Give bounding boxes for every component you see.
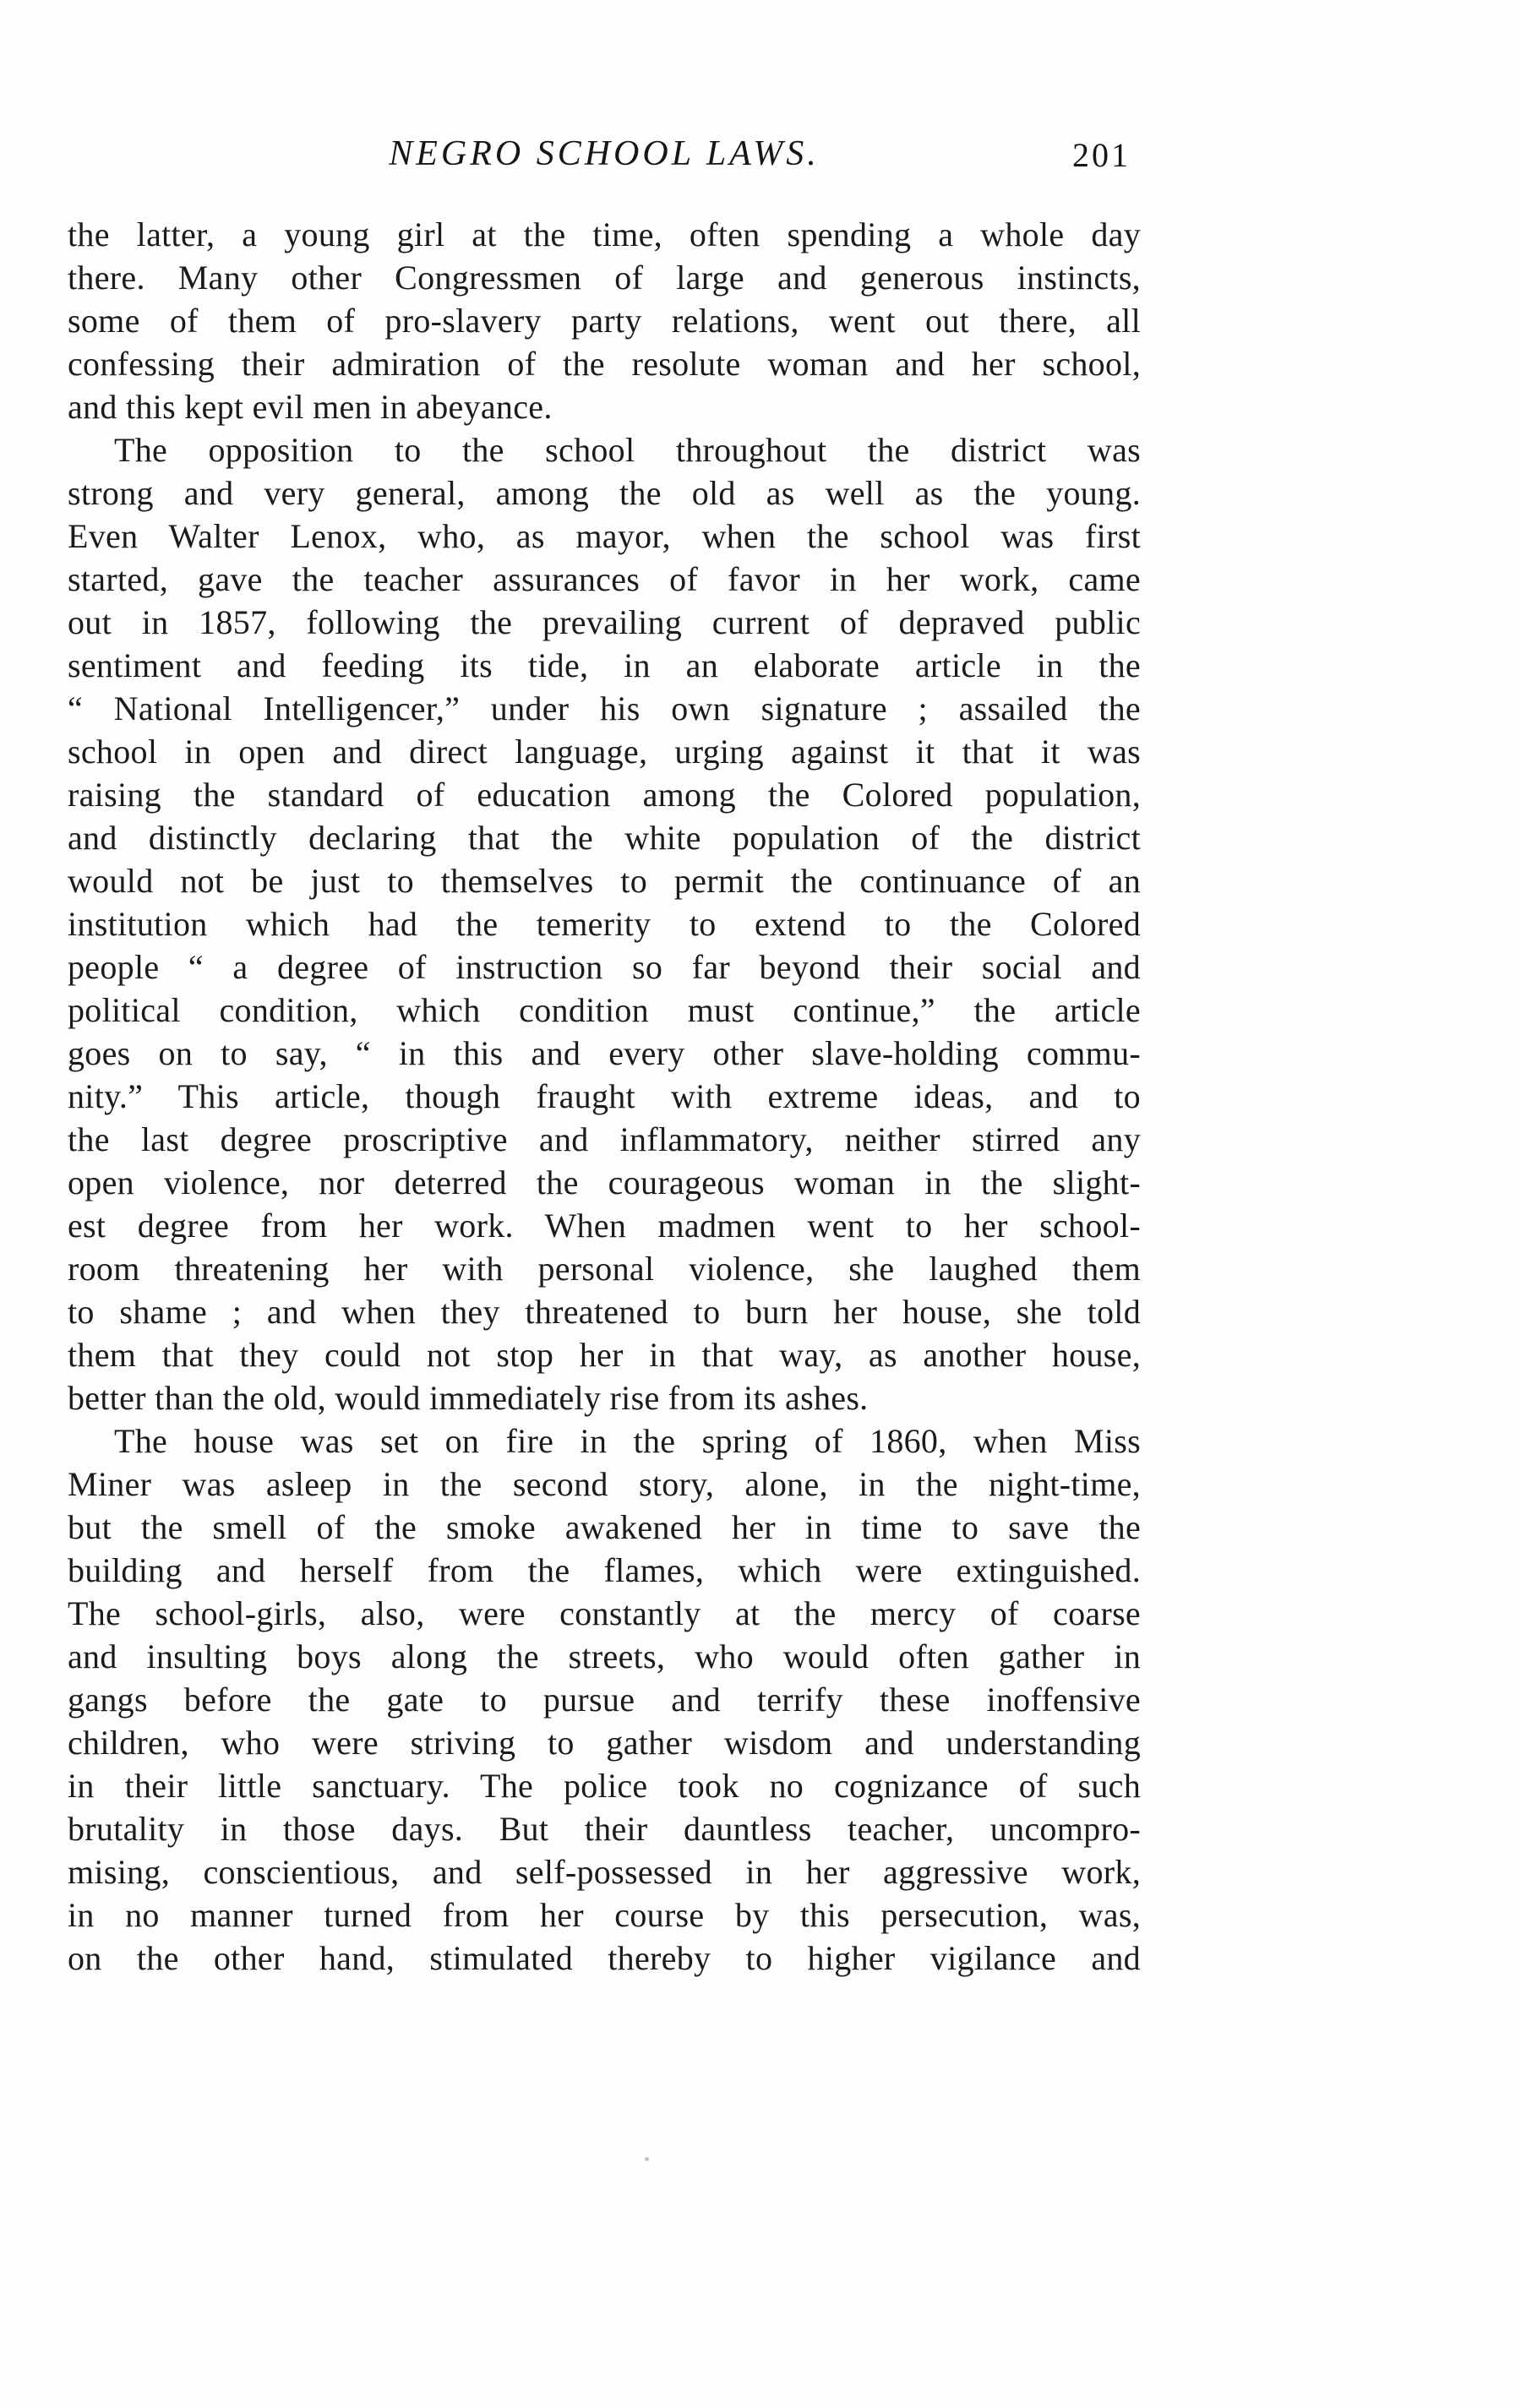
text-line: and distinctly declaring that the white population of the district: [68, 819, 1141, 857]
text-line: and insulting boys along the streets, who would often gather in: [68, 1637, 1141, 1675]
text-line: sentiment and feeding its tide, in an elaborate article in the: [68, 646, 1141, 684]
text-line: goes on to say, “ in this and every other slave-holding commu-: [68, 1034, 1141, 1072]
text-line: there. Many other Congressmen of large and generous instincts,: [68, 259, 1141, 297]
text-line: in their little sanctuary. The police took no cognizance of such: [68, 1767, 1141, 1805]
text-line: The opposition to the school throughout the district was: [114, 431, 1141, 469]
page-number: 201: [1072, 136, 1131, 174]
text-block: [68, 213, 1141, 1980]
text-line: confessing their admiration of the resolute woman and her school,: [68, 345, 1141, 383]
text-line: people “ a degree of instruction so far beyond their social and: [68, 948, 1141, 986]
text-line: mising, conscientious, and self-possessed in her aggressive work,: [68, 1853, 1141, 1891]
text-line: in no manner turned from her course by this persecution, was,: [68, 1896, 1141, 1934]
text-line: building and herself from the flames, which were extinguished.: [68, 1551, 1141, 1589]
text-line: Miner was asleep in the second story, alone, in the night-time,: [68, 1465, 1141, 1503]
text-line: them that they could not stop her in that way, as another house,: [68, 1336, 1141, 1374]
page-title: NEGRO SCHOOL LAWS.: [389, 134, 820, 173]
text-line: the last degree proscriptive and inflammatory, neither stirred any: [68, 1120, 1141, 1158]
text-line: raising the standard of education among the Colored population,: [68, 776, 1141, 814]
text-line: open violence, nor deterred the courageous woman in the slight-: [68, 1163, 1141, 1201]
text-line: room threatening her with personal violence, she laughed them: [68, 1250, 1141, 1288]
ink-speck: [645, 2157, 649, 2161]
text-line: better than the old, would immediately rise from its ashes.: [68, 1379, 869, 1417]
text-line: on the other hand, stimulated thereby to higher vigilance and: [68, 1939, 1141, 1977]
text-line: to shame ; and when they threatened to burn her house, she told: [68, 1293, 1141, 1331]
text-line: and this kept evil men in abeyance.: [68, 388, 553, 426]
running-header: [68, 133, 1141, 184]
text-line: est degree from her work. When madmen went to her school-: [68, 1207, 1141, 1245]
text-line: the latter, a young girl at the time, often spending a whole day: [68, 215, 1141, 253]
text-line: gangs before the gate to pursue and terrify these inoffensive: [68, 1681, 1141, 1719]
text-line: strong and very general, among the old as well as the young.: [68, 474, 1141, 512]
text-line: out in 1857, following the prevailing current of depraved public: [68, 603, 1141, 641]
text-line: The school-girls, also, were constantly at the mercy of coarse: [68, 1594, 1141, 1632]
text-line: children, who were striving to gather wisdom and understanding: [68, 1724, 1141, 1762]
text-line: political condition, which condition must continue,” the article: [68, 991, 1141, 1029]
text-line: nity.” This article, though fraught with extreme ideas, and to: [68, 1077, 1141, 1115]
text-line: but the smell of the smoke awakened her in time to save the: [68, 1508, 1141, 1546]
text-line: The house was set on fire in the spring of 1860, when Miss: [114, 1422, 1141, 1460]
text-line: school in open and direct language, urging against it that it was: [68, 733, 1141, 771]
text-line: some of them of pro-slavery party relations, went out there, all: [68, 302, 1141, 340]
text-line: institution which had the temerity to extend to the Colored: [68, 905, 1141, 943]
text-line: brutality in those days. But their dauntless teacher, uncompro-: [68, 1810, 1141, 1848]
text-line: Even Walter Lenox, who, as mayor, when the school was first: [68, 517, 1141, 555]
text-line: would not be just to themselves to permit the continuance of an: [68, 862, 1141, 900]
text-line: started, gave the teacher assurances of favor in her work, came: [68, 560, 1141, 598]
text-line: “ National Intelligencer,” under his own signature ; assailed the: [68, 689, 1141, 727]
